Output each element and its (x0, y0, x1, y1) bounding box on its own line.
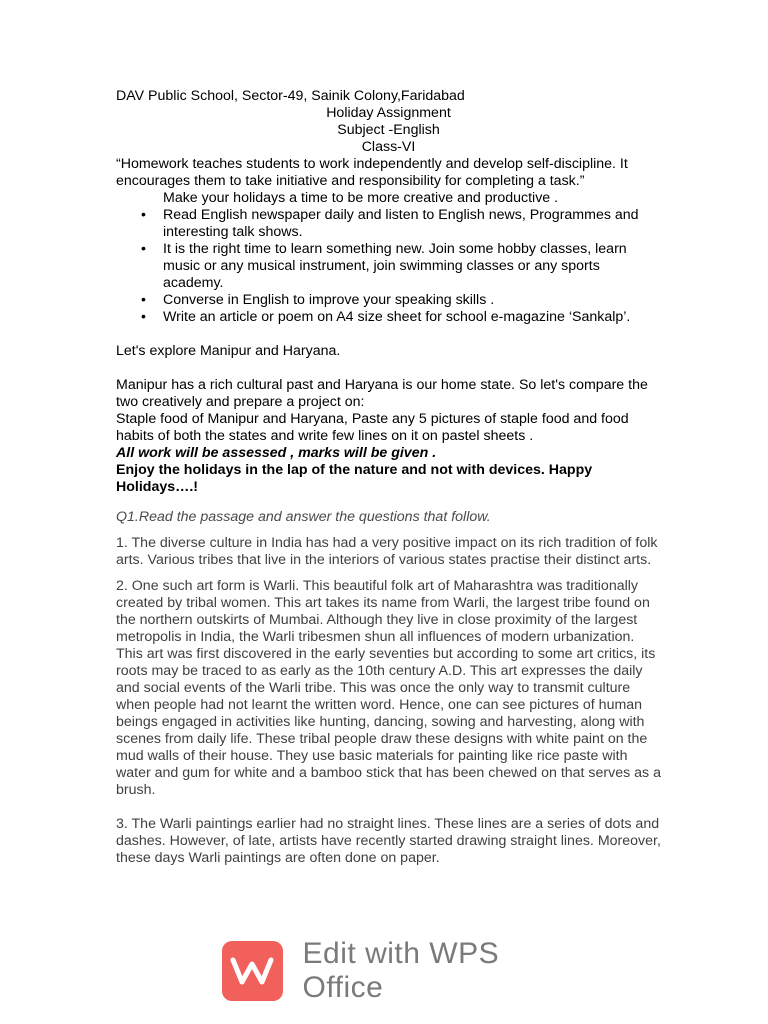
project-text: Manipur has a rich cultural past and Haryana is our home state. So let's compare the two creatively and prepare a project on: (116, 377, 648, 410)
assignment-title: Holiday Assignment (326, 105, 451, 121)
list-item: • Write an article or poem on A4 size sheet for school e-magazine ‘Sankalp’. (141, 309, 631, 325)
list-item: • It is the right time to learn something new. Join some hobby classes, learn music or any musical instrument, join swimming classes or any sports academy. (141, 241, 627, 291)
passage-paragraph-1: 1. The diverse culture in India has had a very positive impact on its rich tradition of folk arts. Various tribes that live in the interiors of various states practise their distinct arts. (116, 535, 658, 568)
document-page (116, 88, 661, 867)
intro-line: Make your holidays a time to be more creative and productive . (163, 190, 559, 206)
passage-paragraph-3: 3. The Warli paintings earlier had no straight lines. These lines are a series of dots and dashes. However, of late, artists have recently started drawing straight lines. Moreover, these days Warli paintings are often done on paper. (116, 816, 661, 866)
list-item: • Converse in English to improve your speaking skills . (141, 292, 495, 308)
subject-line: Subject -English (337, 122, 440, 138)
passage-paragraph-2: 2. One such art form is Warli. This beautiful folk art of Maharashtra was traditionally created by tribal women. This art takes its name from Warli, the largest tribe found on the northern outskirts of Mumbai. Although they live in close proximity of the largest metropolis in India, the Warli tribesmen shun all influences of modern urbanization. This art was first discovered in the early seventies but according to some art critics, its roots may be traced to as early as the 10th century A.D. This art expresses the daily and social events of the Warli tribe. This was once the only way to transmit culture when people had not learnt the written word. Hence, one can see pictures of human beings engaged in activities like hunting, dancing, sowing and harvesting, along with scenes from daily life. These tribal people draw these designs with white paint on the mud walls of their house. They use basic materials for painting like rice paste with water and gum for white and a bamboo stick that has been chewed on that serves as a brush. (116, 578, 661, 798)
wps-logo-icon (222, 941, 283, 1001)
tips-list (116, 207, 661, 326)
school-name: DAV Public School, Sector-49, Sainik Colony,Faridabad (116, 88, 465, 104)
project-detail: Staple food of Manipur and Haryana, Paste any 5 pictures of staple food and food habits of both the states and write few lines on it on pastel sheets . (116, 411, 629, 444)
assessment-note: All work will be assessed , marks will be given . (116, 445, 437, 461)
wps-watermark[interactable] (222, 937, 582, 1004)
question-title: Q1.Read the passage and answer the questions that follow. (116, 509, 491, 525)
wps-edit-label: Edit with WPS Office (302, 937, 500, 1004)
list-item: • Read English newspaper daily and listen to English news, Programmes and interesting talk shows. (141, 207, 639, 240)
quote-text: “Homework teaches students to work independently and develop self-discipline. It encourages them to take initiative and responsibility for completing a task.” (116, 156, 628, 189)
closing-message: Enjoy the holidays in the lap of the nature and not with devices. Happy Holidays….! (116, 462, 593, 495)
explore-line: Let's explore Manipur and Haryana. (116, 343, 341, 359)
class-line: Class-VI (361, 139, 416, 155)
